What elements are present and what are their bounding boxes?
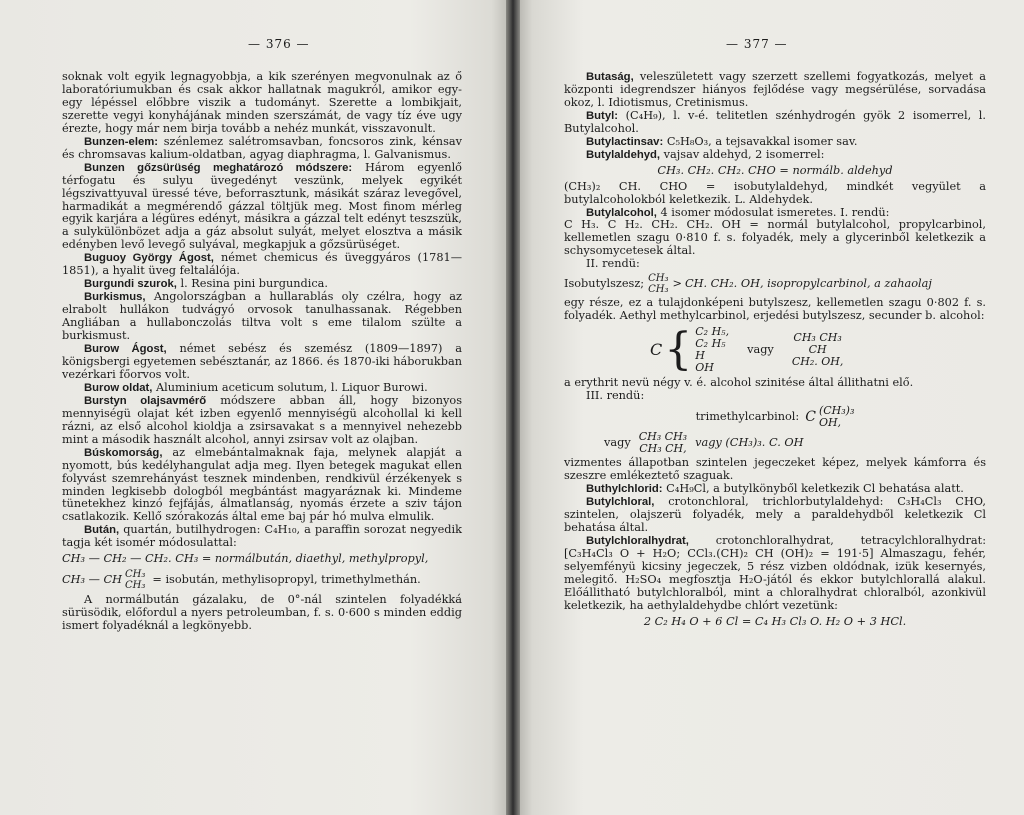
formula-part: CH₃ CH₃ xyxy=(793,331,842,345)
formula-part: C xyxy=(805,408,816,425)
formula-part: CH xyxy=(808,343,827,357)
page-number-right: — 377 — xyxy=(726,37,788,51)
formula-part: Isobutylszesz; xyxy=(564,276,645,290)
entry-headword: Bunzen gőzsürüség meghatározó módszere: xyxy=(84,161,353,174)
entry-headword: Butylchloralhydrat, xyxy=(586,534,689,547)
entry-text: az elmebántalmaknak faja, melynek alapját a nyomott, bús kedélyhangulat adja meg. Ilyen betegek magukat ellen folyvást szemrehányást tesznek mindenben, rendkivül érzékenyek s minden legkisebb dologból megbántást magyaráznak ki. Mindeme tünetekhez kinzó fejfájás, álmatlanság, nyomás érzete a sziv tájon csatlakozik. Kellő szórakozás által eme baj pár hó mulva elmulik. xyxy=(62,445,462,524)
formula-stack xyxy=(639,431,687,455)
entry xyxy=(564,535,986,613)
right-page xyxy=(512,0,1024,815)
entry-headword: Butylchloral, xyxy=(586,495,655,508)
entry xyxy=(62,291,462,343)
formula-part: C₂ H₅, xyxy=(695,325,730,339)
formula-isobutan xyxy=(62,569,462,591)
formula-part: CH₃ xyxy=(648,273,669,285)
entry xyxy=(62,136,462,162)
entry xyxy=(62,162,462,253)
entry xyxy=(62,343,462,382)
entry-headword: Bunzen-elem: xyxy=(84,135,159,148)
entry xyxy=(62,395,462,447)
entry-headword: Bután, xyxy=(84,524,120,537)
entry-headword: Burow oldat, xyxy=(84,381,153,394)
entry-text: Aluminium aceticum solutum, l. Liquor Burowi. xyxy=(152,380,428,394)
entry-text: 4 isomer módosulat ismeretes. I. rendü: xyxy=(656,205,890,219)
formula-stack xyxy=(695,326,729,374)
formula-part: CH₃ CH, xyxy=(639,442,687,456)
formula-normalbutan: CH₃ — CH₂ — CH₂. CH₃ = normálbután, diaethyl, methylpropyl, xyxy=(62,552,429,566)
entry xyxy=(62,252,462,278)
entry-text: német sebész és szemész (1809—1897) a königsbergi egyetemen sebésztanár, az 1866. és 1870-iki háborukban vezérkari főorvos volt. xyxy=(62,342,462,381)
formula-normal-aldehyd: CH₃. CH₂. CH₂. CHO = normálb. aldehyd xyxy=(657,163,893,177)
paragraph: egy része, ez a tulajdonképeni butylszesz, kellemetlen szagu 0·802 f. s. folyadék. Aethyl methylcarbinol, erjedési butylszesz, secunder b. alcohol: xyxy=(564,296,986,323)
formula-branch xyxy=(648,273,668,295)
entry xyxy=(564,496,986,535)
paragraph: II. rendü: xyxy=(586,257,640,271)
entry-text: Három egyenlő térfogatu és sulyu üvegedényt veszünk, melyek egyikét légszivattyuval üressé téve, beforrasztunk, másikát száraz levegővel, harmadikát a megmérendő gázzal töltjük meg. Most finom mérleg egyik karjára a légüres edényt, másikra a gázzal telt edényt teszszük, a sulykülönbözet adja a gáz absolut sulyát, melyet elosztva a másik edényben levő levegő sulyával, megkapjuk a gőzsürüséget. xyxy=(62,160,462,252)
formula-part: CH. CH₂. OH, isopropylcarbinol, a zahaolaj xyxy=(684,276,932,290)
entry-text: módszere abban áll, hogy bizonyos mennyiségü olajat két izben egyenlő mennyiségü alcohollal ki kell rázni, az első alcohol kioldja a zsirsavakat s a mennyivel nehezebb mint a második használt alcohol, annyi zsirsav volt az olajban. xyxy=(62,393,462,446)
paragraph-text: soknak volt egyik legnagyobbja, a kik szerényen megvonulnak az ő laboratóriumukban és csak akkor hallatnak magukról, amikor egy-egy lépéssel előbbre viszik a tudományt. Szerette a lombikjait, szerette vegyi konyhájának minden szerszámát, de vagy tíz éve ugy érezte, hogy már nem birja tovább a nehéz munkát, visszavonult. xyxy=(62,70,462,135)
entry xyxy=(564,71,986,110)
formula-isobutylszesz xyxy=(564,273,986,295)
paragraph: (CH₃)₂ CH. CHO = isobutylaldehyd, mindkét vegyület a butylalcoholokból keletkezik. L. Aldehydek. xyxy=(564,179,986,206)
formula-part: CH₂. OH, xyxy=(791,355,844,369)
entry-headword: Buthylchlorid: xyxy=(586,483,663,496)
entry-headword: Burow Ágost, xyxy=(84,343,167,356)
paragraph: vizmentes állapotban szintelen jegeczeket képez, melyek kámforra és szeszre emlékeztető szaguak. xyxy=(564,456,986,483)
formula-trimethyl-alt xyxy=(604,431,986,455)
paragraph: III. rendü: xyxy=(586,389,645,403)
right-page-text xyxy=(564,71,986,632)
paragraph xyxy=(62,71,462,136)
entry-headword: Buguoy György Ágost, xyxy=(84,252,214,265)
entry-text: (C₄H₉), l. v-é. telitetlen szénhydrogén gyök 2 isomerrel, l. Butylalcohol. xyxy=(564,108,986,135)
entry-text: crotonchloralhydrat, tetracylchloralhydrat: [C₃H₄Cl₃ O + H₂O; CCl₃.(CH)₂ CH (OH)₂ = 191·5] Almaszagu, fehér, selyemfényü kicsiny jegeczek, 5 rész vizben oldódnak, izük kesernyés, melegitő. H₂SO₄ megfosztja H₂O-jától és ekkor butylchlorallá alakul. Előállitható butylchloralból, mint a chloralhydrat chloralból, azonkivül keletkezik, ha aethylaldehydbe chlórt vezetünk: xyxy=(564,533,986,612)
formula-part: OH xyxy=(695,361,714,375)
entry-text: crotonchloral, trichlorbutylaldehyd: C₃H₄Cl₃ CHO, szintelen, olajszerü folyadék, mely a paraldehydből keletkezik Cl behatása által. xyxy=(564,494,986,534)
entry xyxy=(62,524,462,550)
formula-part: vagy xyxy=(747,342,774,356)
entry-headword: Butylalcohol, xyxy=(586,206,657,219)
formula-branch xyxy=(125,569,145,591)
entry-headword: Burstyn olajsavmérő xyxy=(84,394,207,407)
formula-stack xyxy=(792,332,844,368)
entry-text: quartán, butilhydrogen: C₄H₁₀, a paraffin sorozat negyedik tagja két isomér módosulattal: xyxy=(62,523,462,550)
entry-headword: Burgundi szurok, xyxy=(84,278,177,291)
entry-text: C₅H₈O₃, a tejsavakkal isomer sav. xyxy=(663,134,858,148)
formula-final: 2 C₂ H₄ O + 6 Cl = C₄ H₃ Cl₃ O. H₂ O + 3 HCl. xyxy=(643,614,907,628)
paragraph: C H₃. C H₂. CH₂. CH₂. OH = normál butylalcohol, propylcarbinol, kellemetlen szagu 0·810 f. s. folyadék, mely a glycerinből keletkezik a schysomycetesek által. xyxy=(564,218,986,258)
entry-text: Angolországban a hullarablás oly czélra, hogy az elrabolt hullákon tudvágyó orvosok tanulhassanak. Régebben Angliában a hullabonczolás tiltva volt s eme tilalom szülte a burkismust. xyxy=(62,290,462,343)
page-number-left: — 376 — xyxy=(248,37,310,51)
formula-trimethylcarbinol xyxy=(564,405,986,429)
formula-part: vagy (CH₃)₃. C. OH xyxy=(695,435,804,449)
entry-text: C₄H₉Cl, a butylkönyből keletkezik Cl behatása alatt. xyxy=(662,482,964,496)
book-gutter xyxy=(506,0,520,815)
entry-headword: Butylaldehyd, xyxy=(586,148,661,161)
entry-text: veleszületett vagy szerzett szellemi fogyatkozás, melyet a központi idegrendszer hiányos fejlődése vagy megsérülése, sorvadása okoz, l. Idiotismus, Cretinismus. xyxy=(564,70,986,109)
entry xyxy=(564,110,986,136)
entry-text: vajsav aldehyd, 2 isomerrel: xyxy=(660,147,825,161)
entry-headword: Burkismus, xyxy=(84,291,146,304)
gt-icon: > xyxy=(672,276,682,290)
left-page-text xyxy=(62,71,462,633)
formula-stack xyxy=(819,405,854,429)
brace-icon: { xyxy=(664,324,693,376)
entry-headword: Butaság, xyxy=(586,71,634,83)
formula-part: (CH₃)₃ xyxy=(818,404,855,418)
entry-text: német chemicus és üveggyáros (1781—1851), a hyalit üveg feltalálója. xyxy=(62,251,463,278)
formula-part: CH₃ — CH xyxy=(62,572,122,586)
formula-part: CH₃ xyxy=(125,580,146,592)
entry-headword: Butylactinsav: xyxy=(586,135,664,148)
formula-part: CH₃ xyxy=(125,569,146,581)
paragraph: A normálbután gázalaku, de 0°-nál szintelen folyadékká sürüsödik, előfordul a nyers petroleumban, f. s. 0·600 s minden eddig ismert folyadéknál a legkönyebb. xyxy=(62,593,462,633)
formula-part: CH₃ xyxy=(648,284,669,296)
formula-part: OH, xyxy=(818,416,842,430)
entry-headword: Butyl: xyxy=(586,109,619,122)
formula-secunder xyxy=(650,326,986,374)
entry-text: szénlemez salétromsavban, foncsoros zink, kénsav és chromsavas kalium-oldatban, agyag diaphragma, l. Galvanismus. xyxy=(62,134,462,161)
paragraph: a erythrit nevü négy v. é. alcohol szinitése által állithatni elő. xyxy=(564,376,914,390)
formula-part: H xyxy=(695,349,705,363)
formula-part: C xyxy=(650,339,663,359)
entry-headword: Búskomorság, xyxy=(84,446,163,459)
formula-part: trimethylcarbinol: xyxy=(695,409,800,423)
formula-part: vagy xyxy=(604,435,631,449)
entry-text: l. Resina pini burgundica. xyxy=(176,277,328,291)
formula-part: CH₃ CH₃ xyxy=(638,430,688,444)
entry xyxy=(564,149,986,162)
formula-part: C₂ H₅ xyxy=(695,337,726,351)
entry xyxy=(62,447,462,525)
formula-part: = isobután, methylisopropyl, trimethylmethán. xyxy=(152,572,421,586)
